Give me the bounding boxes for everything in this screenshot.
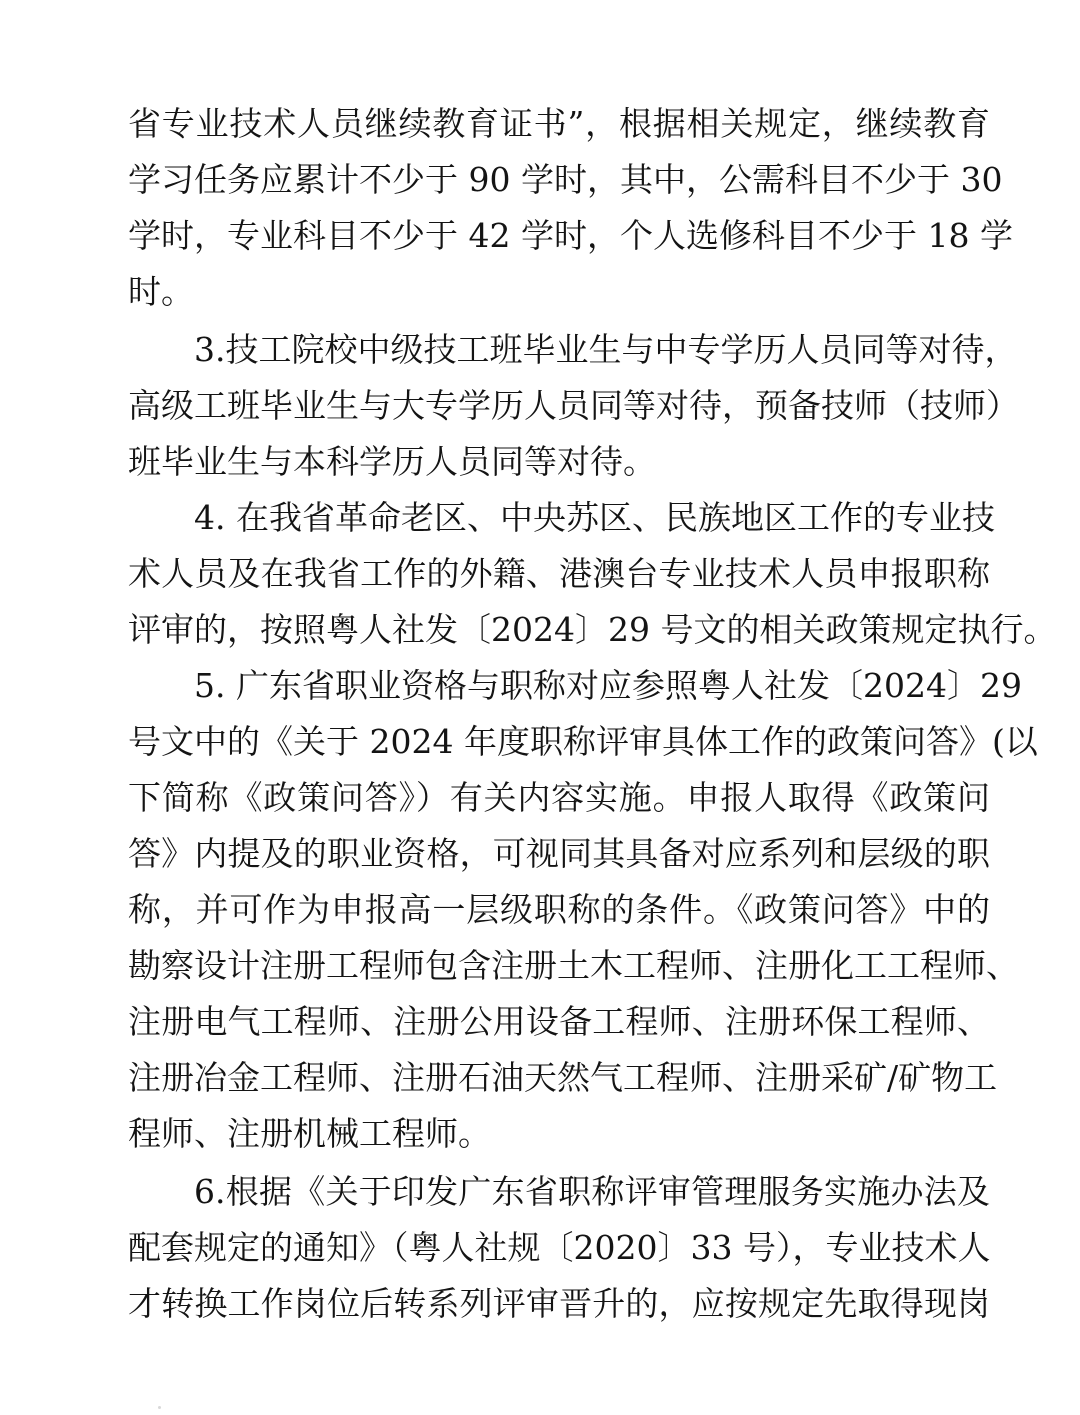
text-line: 高级工班毕业生与大专学历人员同等对待，预备技师（技师） [128, 386, 1019, 425]
text-line: 注册电气工程师、注册公用设备工程师、注册环保工程师、 [128, 1002, 990, 1041]
text-line: 学时，专业科目不少于 42 学时，个人选修科目不少于 18 学 [128, 216, 1013, 255]
paragraph-4-first-line: 4. 在我省革命老区、中央苏区、民族地区工作的专业技 [194, 498, 995, 537]
text-line: 号文中的《关于 2024 年度职称评审具体工作的政策问答》(以 [128, 722, 1038, 761]
text-line: 术人员及在我省工作的外籍、港澳台专业技术人员申报职称 [128, 554, 990, 593]
text-line: 时。 [128, 272, 194, 311]
text-line: 注册冶金工程师、注册石油天然气工程师、注册采矿/矿物工 [128, 1058, 998, 1097]
text-line: 班毕业生与本科学历人员同等对待。 [128, 442, 656, 481]
text-line: 省专业技术人员继续教育证书”，根据相关规定，继续教育 [128, 104, 990, 143]
text-line: 程师、注册机械工程师。 [128, 1114, 491, 1153]
text-line: 下简称《政策问答》）有关内容实施。申报人取得《政策问 [128, 778, 990, 817]
text-line: 称，并可作为申报高一层级职称的条件。《政策问答》中的 [128, 890, 990, 929]
text-line: 配套规定的通知》（粤人社规〔2020〕33 号），专业技术人 [128, 1228, 991, 1267]
text-line: 评审的，按照粤人社发〔2024〕29 号文的相关政策规定执行。 [128, 610, 1057, 649]
text-line: 才转换工作岗位后转系列评审晋升的，应按规定先取得现岗 [128, 1284, 990, 1323]
text-line: 勘察设计注册工程师包含注册土木工程师、注册化工工程师、 [128, 946, 1019, 985]
text-line: 学习任务应累计不少于 90 学时，其中，公需科目不少于 30 [128, 160, 1003, 199]
text-line: 答》内提及的职业资格，可视同其具备对应系列和层级的职 [128, 834, 990, 873]
paragraph-6-first-line: 6.根据《关于印发广东省职称评审管理服务实施办法及 [194, 1172, 990, 1211]
paragraph-5-first-line: 5. 广东省职业资格与职称对应参照粤人社发〔2024〕29 [194, 666, 1022, 705]
scan-dot [158, 1406, 161, 1409]
paragraph-3-first-line: 3.技工院校中级技工班毕业生与中专学历人员同等对待， [194, 330, 1018, 369]
